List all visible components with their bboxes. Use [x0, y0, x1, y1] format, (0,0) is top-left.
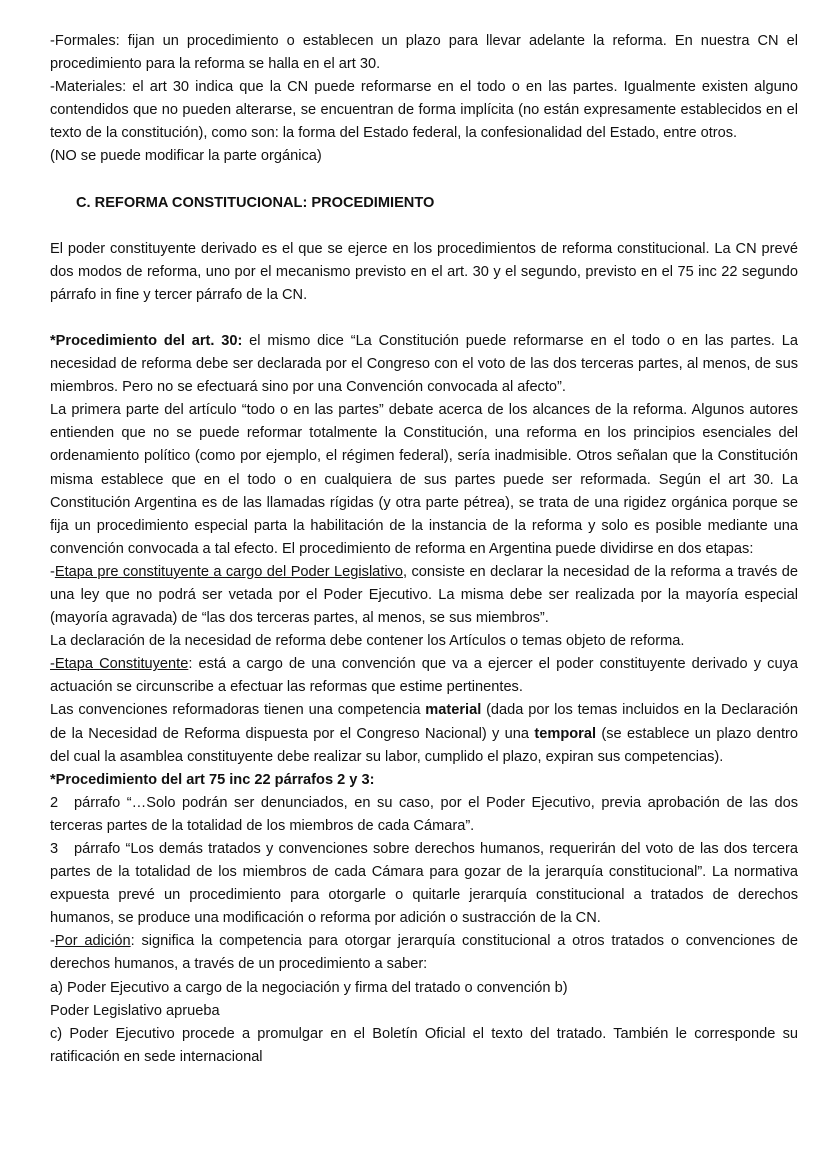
paragraph-convenciones — [50, 699, 798, 768]
paragraph-materiales: -Materiales: el art 30 indica que la CN puede reformarse en el todo o en las partes. Igualmente existen alguno contendidos que no pueden alterarse, se encuentran de forma implícita (no están expresamente establecidos en el texto de la constitución), como son: la forma del Estado federal, la confesionalidad del Estado, entre otros. — [50, 79, 798, 142]
paragraph-por-adicion — [50, 930, 798, 976]
etapa1-label: Etapa pre constituyente a cargo del Poder Legislativo — [54, 563, 404, 580]
adicion-label: Por adición — [54, 933, 131, 950]
document-page — [50, 30, 798, 1069]
par3-text: párrafo “Los demás tratados y convenciones sobre derechos humanos, requerirán del voto de las dos tercera partes de la totalidad de los miembros de cada Cámara para gozar de la jerarquía constitucional”. La normativa expuesta prevé un procedimiento para otorgarle o quitarle jerarquía constitucional a tratados de derechos humanos, se produce una modificación o reforma por adición o sustracción de la CN. — [50, 841, 798, 927]
par2-text: párrafo “…Solo podrán ser denunciados, en su caso, por el Poder Ejecutivo, previa aprobación de las dos terceras partes de la totalidad de los miembros de cada Cámara”. — [50, 794, 798, 834]
paragraph-declaracion: La declaración de la necesidad de reforma debe contener los Artículos o temas objeto de reforma. — [50, 633, 685, 650]
paragraph-parrafo-3 — [50, 838, 798, 930]
p6-text-b: (dada por los temas incluidos en la Declaración de la Necesidad de Reforma dispuesta por el Congreso Nacional) y una — [50, 702, 798, 742]
paragraph-formales: -Formales: fijan un procedimiento o establecen un plazo para llevar adelante la reforma. En nuestra CN el procedimiento para la reforma se halla en el art 30. — [50, 33, 798, 73]
list-item-b: Poder Legislativo aprueba — [50, 1002, 220, 1019]
par3-number: 3 — [50, 841, 59, 857]
paragraph-art30 — [50, 330, 798, 399]
par2-number: 2 — [50, 794, 59, 811]
list-item-c: c) Poder Ejecutivo procede a promulgar en el Boletín Oficial el texto del tratado. También le corresponde su ratificación en sede internacional — [50, 1025, 798, 1065]
paragraph-etapa-constituyente — [50, 653, 798, 699]
art75-heading: *Procedimiento del art 75 inc 22 párrafos 2 y 3: — [50, 771, 375, 788]
p6-temporal: temporal — [534, 725, 597, 742]
section-heading: C. REFORMA CONSTITUCIONAL: PROCEDIMIENTO — [76, 194, 435, 211]
p6-material: material — [425, 702, 482, 719]
paragraph-note: (NO se puede modificar la parte orgánica) — [50, 148, 322, 165]
art30-label: *Procedimiento del art. 30: — [50, 332, 243, 349]
etapa1-text: , consiste en declarar la necesidad de la reforma a través de una ley que no podrá ser vetada por el Poder Ejecutivo. La misma debe ser realizada por la mayoría especial (mayoría agravada) de “las dos terceras partes, al menos, se sus miembros”. — [50, 563, 798, 627]
list-item-a: a) Poder Ejecutivo a cargo de la negociación y firma del tratado o convención b) — [50, 979, 568, 996]
etapa2-text: : está a cargo de una convención que va a ejercer el poder constituyente derivado y cuya actuación se circunscribe a efectuar las reformas que estime pertinentes. — [50, 656, 798, 696]
etapa2-label: -Etapa Constituyente — [50, 656, 189, 673]
paragraph-poder-constituyente: El poder constituyente derivado es el que se ejerce en los procedimientos de reforma constitucional. La CN prevé dos modos de reforma, uno por el mecanismo previsto en el art. 30 y el segundo, previsto en el 75 inc 22 segundo párrafo in fine y tercer párrafo de la CN. — [50, 240, 798, 303]
art30-text: el mismo dice “La Constitución puede reformarse en el todo o en las partes. La necesidad de reforma debe ser declarada por el Congreso con el voto de las dos terceras partes, al menos, de sus miembros. Pero no se efectuará sino por una Convención convocada al afecto”. — [50, 332, 798, 396]
adicion-prefix: - — [50, 933, 55, 950]
adicion-text: : significa la competencia para otorgar jerarquía constitucional a otros tratados o convenciones de derechos humanos, a través de un procedimiento a saber: — [50, 933, 799, 973]
paragraph-etapa-pre-constituyente — [50, 561, 798, 630]
etapa1-prefix: - — [50, 563, 55, 580]
paragraph-parrafo-2 — [50, 792, 798, 838]
paragraph-primera-parte: La primera parte del artículo “todo o en las partes” debate acerca de los alcances de la reforma. Algunos autores entienden que no se puede reformar totalmente la Constitución, una reforma en los principios esenciales del ordenamiento político (como por ejemplo, el régimen federal), sería inadmisible. Otros señalan que la Constitución misma establece que en el todo o en cualquiera de sus partes puede ser reformada. Según el art 30. La Constitución Argentina es de las llamadas rígidas (y otra parte pétrea), se trata de una rigidez orgánica porque se fija un procedimiento especial parta la habilitación de la instancia de la reforma y solo es posible mediante una convención convocada a tal efecto. El procedimiento de reforma en Argentina puede dividirse en dos etapas: — [50, 402, 798, 557]
p6-text-c: (se establece un plazo dentro del cual la asamblea constituyente debe realizar su labor, cumplido el plazo, expiran sus competencias). — [50, 725, 798, 765]
p6-text-a: Las convenciones reformadoras tienen una competencia — [50, 702, 426, 719]
